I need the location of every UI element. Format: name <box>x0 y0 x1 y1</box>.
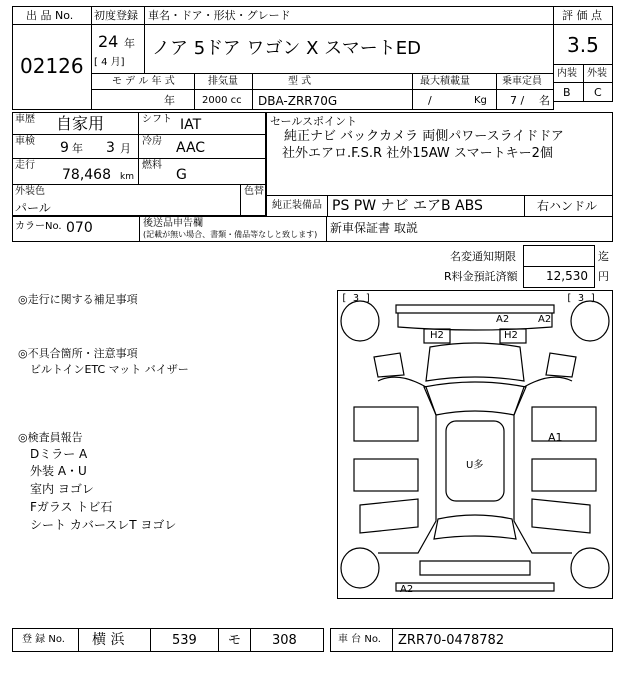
mileage-unit: km <box>120 172 134 182</box>
tire-front-right <box>571 301 609 341</box>
drive-notes-label: ◎走行に関する補足事項 <box>18 293 138 306</box>
exterior-grade: C <box>594 86 602 99</box>
sales-point-label: セールスポイント <box>270 115 358 128</box>
chassis-label: 車 台 No. <box>338 634 381 645</box>
color-no-label: カラーNo. <box>15 221 62 232</box>
warranty-text: 新車保証書 取説 <box>330 221 418 235</box>
sales-point-line1: 純正ナビ バックカメラ 両側パワースライドドア <box>284 129 564 144</box>
displacement: 2000 cc <box>202 95 242 106</box>
lot-label: 出 品 No. <box>26 9 74 22</box>
name-change-field <box>523 245 595 267</box>
defects-label: ◎不具合箇所・注意事項 <box>18 347 138 360</box>
damage-mark: H2 <box>430 330 444 341</box>
exterior-label: 外装 <box>587 68 607 79</box>
corner-label-left: [ 3 ] <box>341 293 372 304</box>
mileage-value: 78,468 <box>62 167 111 183</box>
aftermarket-label: 後送品申告欄 <box>143 218 203 229</box>
shaken-label: 車検 <box>15 136 35 147</box>
damage-mark: A2 <box>496 314 510 325</box>
capacity-label: 乗車定員 <box>502 76 542 87</box>
plate-region: 横 浜 <box>92 632 125 648</box>
damage-mark: U多 <box>466 460 484 471</box>
body-right-outline <box>514 377 572 553</box>
recycle-label: R料金預託済額 <box>444 270 518 283</box>
left-front-door <box>354 407 418 441</box>
max-load-sep: / <box>428 94 432 107</box>
mileage-label: 走行 <box>15 160 35 171</box>
interior-grade: B <box>563 86 571 99</box>
inspector-line: 外装 A・U <box>30 464 87 478</box>
chassis-value: ZRR70-0478782 <box>398 633 505 648</box>
car-name: ノア 5ドア ワゴン X スマートED <box>152 38 422 59</box>
first-reg-month: [ 4 月] <box>94 57 125 68</box>
history-label: 車歴 <box>15 114 35 125</box>
plate-kana: モ <box>228 633 242 648</box>
equipment-value: PS PW ナビ エアB ABS <box>332 198 483 214</box>
windshield-shape <box>424 382 526 415</box>
aircon-label: 冷房 <box>142 136 162 147</box>
plate-label: 登 録 No. <box>22 634 65 645</box>
equipment-label: 純正装備品 <box>272 200 322 211</box>
score-label: 評 価 点 <box>562 9 602 22</box>
fuel-value: G <box>176 167 187 183</box>
sales-point-line2: 社外エアロ.F.S.R 社外15AW スマートキー2個 <box>282 146 553 161</box>
mirror-left <box>374 353 404 377</box>
shift-value: IAT <box>180 117 202 133</box>
damage-mark: H2 <box>504 330 518 341</box>
first-reg-year-unit: 年 <box>124 37 135 50</box>
right-rear-panel <box>532 499 590 533</box>
max-load-unit: Kg <box>474 95 487 106</box>
corner-label-right: [ 3 ] <box>566 293 597 304</box>
damage-mark: A1 <box>548 431 563 444</box>
plate-class: 539 <box>172 633 197 648</box>
first-reg-year: 24 <box>98 32 119 51</box>
front-panel-shape <box>398 313 552 330</box>
rear-panel-shape <box>420 561 530 575</box>
tire-front-left <box>341 301 379 341</box>
left-rear-door <box>354 459 418 491</box>
tire-rear-right <box>571 548 609 588</box>
car-outline-svg <box>338 291 612 598</box>
body-left-outline <box>378 377 436 553</box>
inspector-label: ◎検査員報告 <box>18 431 83 444</box>
inspector-line: Dミラー A <box>30 447 88 461</box>
name-change-unit: 迄 <box>598 250 609 263</box>
shaken-year-unit: 年 <box>72 142 83 155</box>
hood-shape <box>426 343 524 381</box>
left-rear-panel <box>360 499 418 533</box>
aircon-value: AAC <box>176 140 206 156</box>
name-change-label: 名変通知期限 <box>450 250 516 263</box>
rear-window-shape <box>434 515 516 539</box>
model-year-unit: 年 <box>164 94 175 107</box>
car-name-label: 車名・ドア・形状・グレード <box>148 9 291 22</box>
type-label: 型 式 <box>288 76 312 87</box>
damage-diagram <box>337 290 613 599</box>
first-reg-label: 初度登録 <box>94 9 138 22</box>
max-load-label: 最大積載量 <box>420 76 470 87</box>
fuel-label: 燃料 <box>142 160 162 171</box>
history-value: 自家用 <box>56 114 105 133</box>
front-bumper-shape <box>396 305 554 313</box>
inspector-line: シート カバースレT ヨゴレ <box>30 518 177 532</box>
displacement-label: 排気量 <box>208 76 238 87</box>
right-rear-door <box>532 459 596 491</box>
type-value: DBA-ZRR70G <box>258 94 338 108</box>
shift-label: シフト <box>142 114 172 125</box>
score-value: 3.5 <box>567 33 599 57</box>
color-no-value: 070 <box>66 220 93 236</box>
capacity-unit: 名 <box>539 94 550 107</box>
shaken-year: 9 <box>60 140 69 156</box>
steering-value: 右ハンドル <box>537 199 598 213</box>
aftermarket-note: (記載が無い場合、書類・備品等なしと致します) <box>143 230 318 239</box>
capacity: 7 / <box>510 94 525 107</box>
inspector-line: 室内 ヨゴレ <box>30 482 94 496</box>
exterior-color-label: 外装色 <box>15 186 45 197</box>
recycle-unit: 円 <box>598 270 609 283</box>
damage-mark: A2 <box>400 584 414 595</box>
shaken-month: 3 <box>106 140 115 156</box>
interior-label: 内装 <box>557 68 577 79</box>
right-front-door <box>532 407 596 444</box>
exterior-color-value: パール <box>15 201 51 215</box>
model-year-label: モ デ ル 年 式 <box>112 76 175 87</box>
defects-text: ビルトインETC マット バイザー <box>30 363 189 376</box>
color-change-label: 色替 <box>244 186 264 197</box>
tire-rear-left <box>341 548 379 588</box>
inspector-line: Fガラス トビ石 <box>30 500 113 514</box>
rear-bumper-shape <box>396 583 554 591</box>
plate-number: 308 <box>272 633 297 648</box>
lot-value: 02126 <box>20 54 84 78</box>
damage-mark: A2 <box>538 314 552 325</box>
mirror-right <box>546 353 576 377</box>
shaken-month-unit: 月 <box>120 142 131 155</box>
recycle-value: 12,530 <box>546 269 588 283</box>
